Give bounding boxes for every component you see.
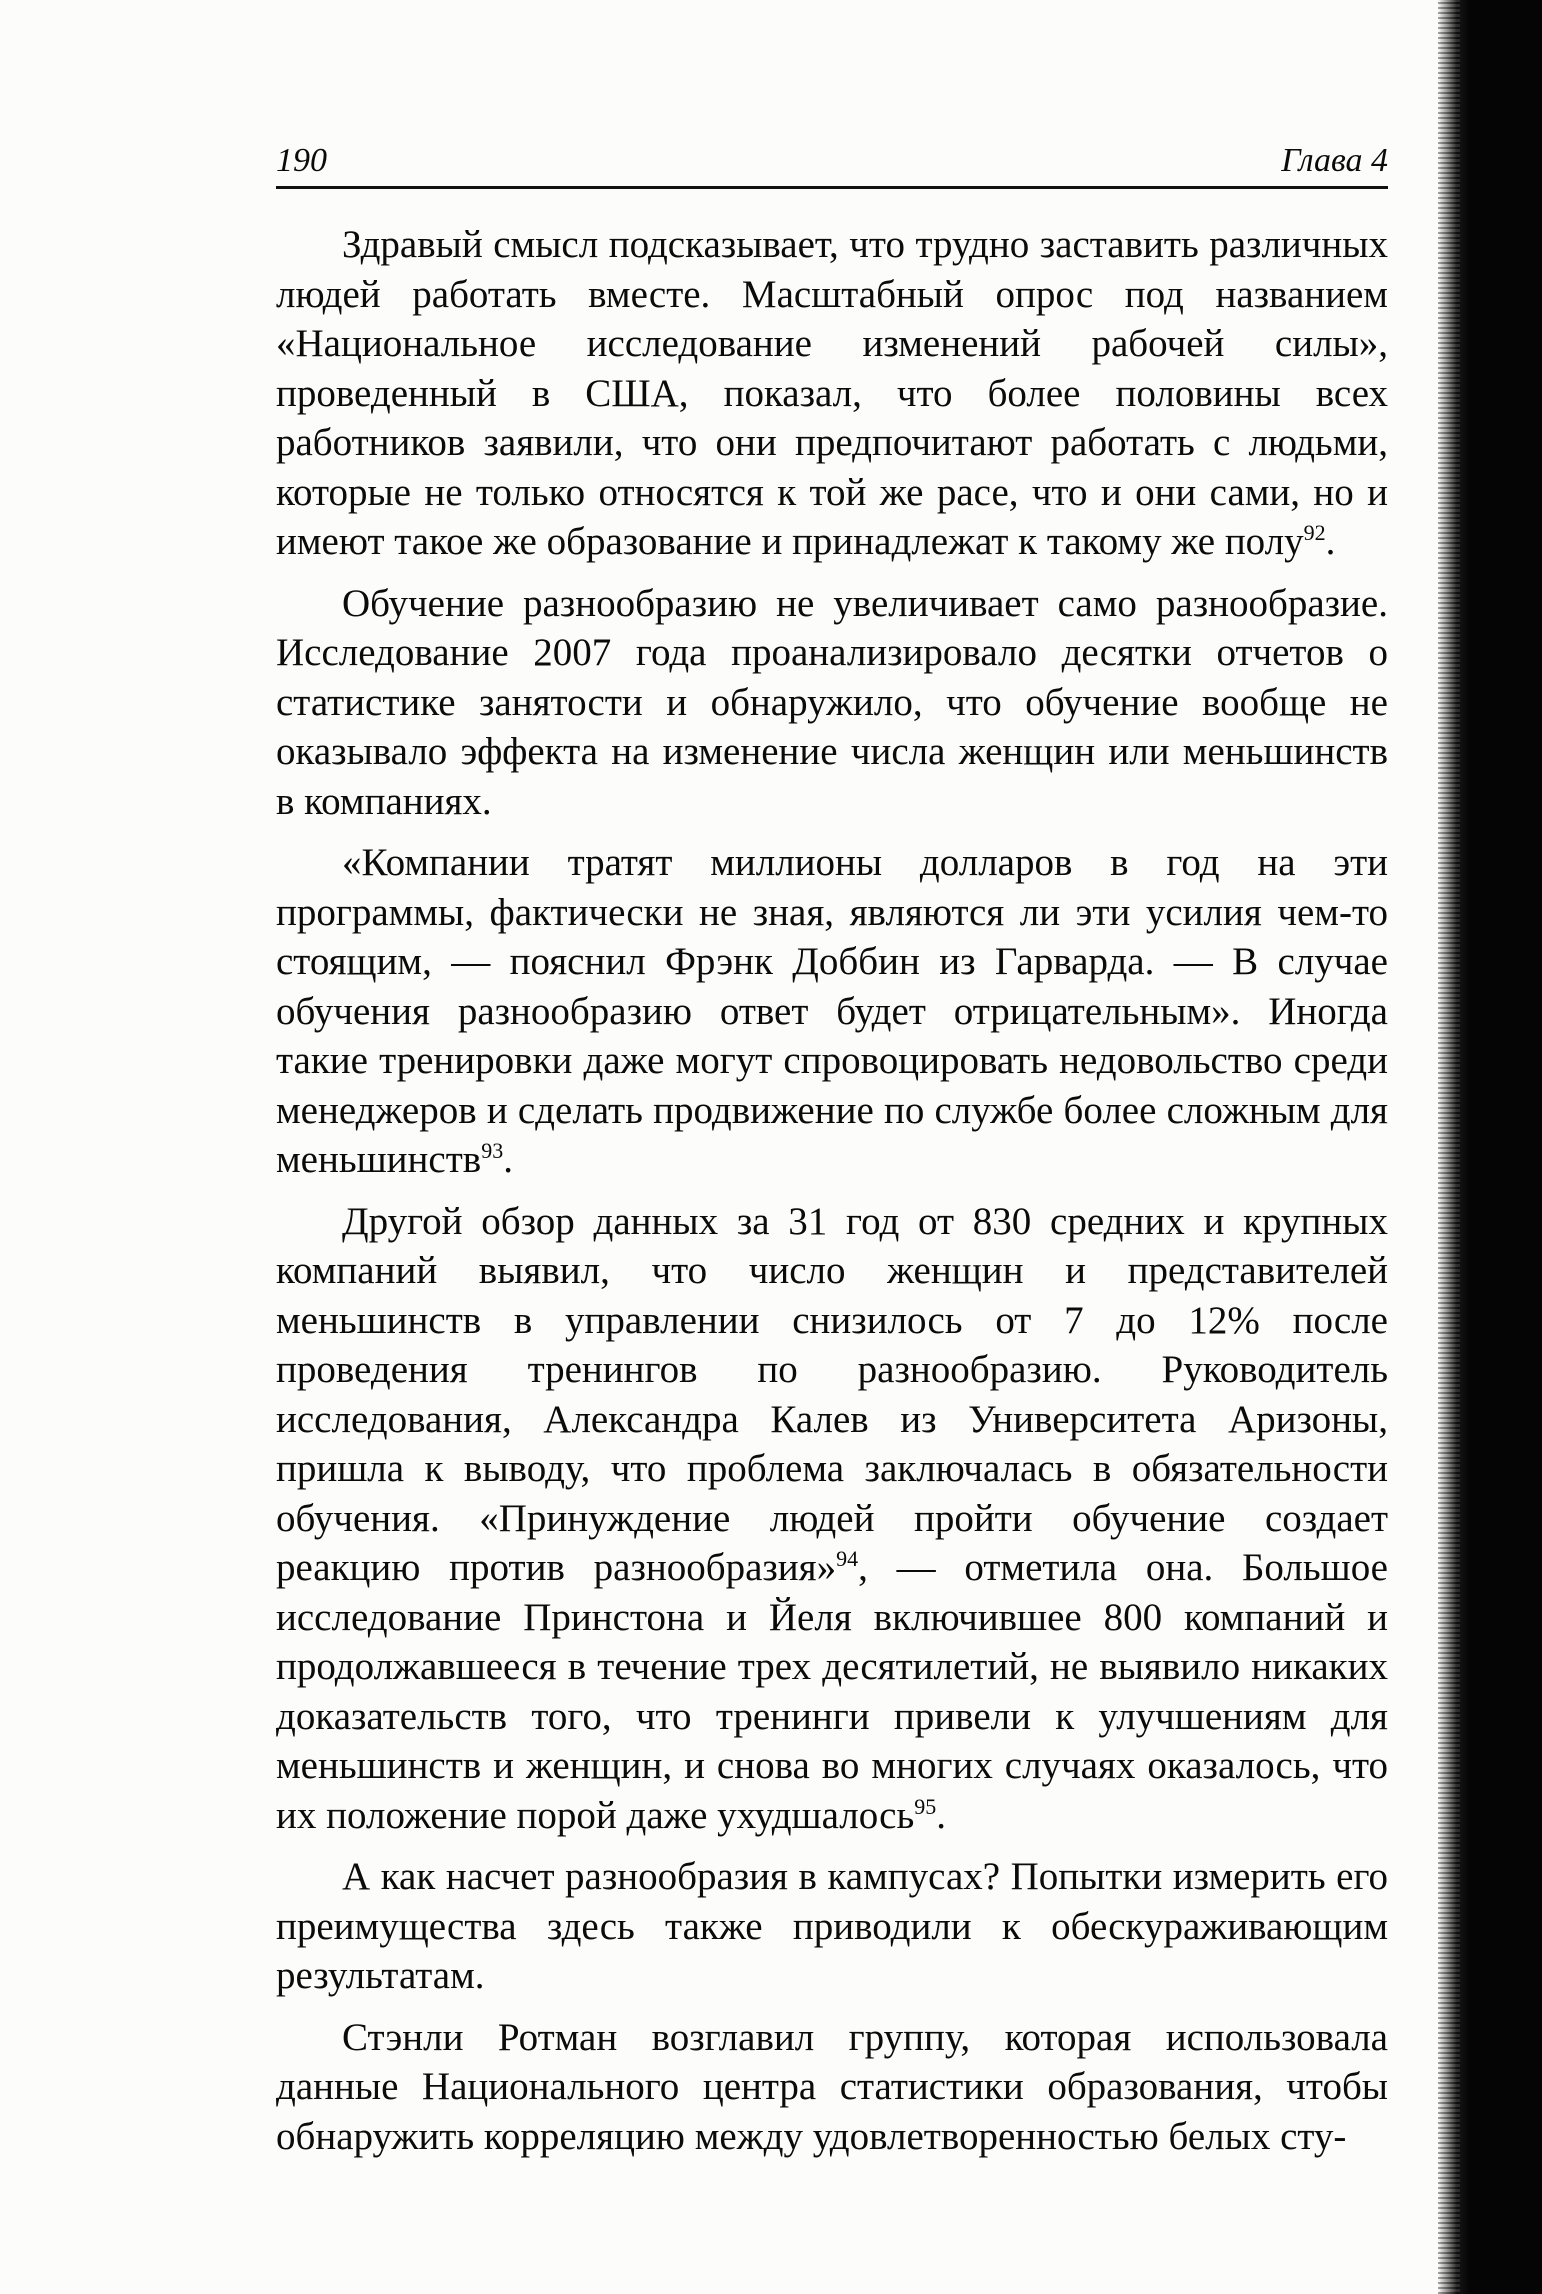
paragraph-6: Стэнли Ротман возглавил группу, которая использовала данные Национального центра статистики образования, чтобы обнаружить корреляцию между удовлетворенностью белых сту- [276, 2015, 1388, 2158]
body-text [276, 220, 1388, 2173]
paragraph-2: Обучение разнообразию не увеличивает само разнообразие. Исследование 2007 года проанализировало десятки отчетов о статистике занятости и обнаружило, что обучение вообще не оказывало эффекта на изменение числа женщин или меньшинств в компаниях. [276, 581, 1388, 823]
page-number: 190 [276, 142, 327, 179]
scan-shadow-edge [1438, 0, 1542, 2294]
chapter-title: Глава 4 [1281, 142, 1388, 179]
footnote-ref-94: 94 [836, 1546, 859, 1571]
header-rule [276, 186, 1388, 189]
running-header [276, 140, 1388, 182]
footnote-ref-95: 95 [914, 1793, 937, 1819]
paragraph-4: Другой обзор данных за 31 год от 830 средних и крупных компаний выявил, что число женщин и представителей меньшинств в управлении снизилось от 7 до 12% после проведения тренингов по разнообразию. Руководитель исследования, Александра Калев из Университета Аризоны, пришла к выводу, что проблема заключалась в обязательности обучения. «Принуждение людей пройти обучение создает реакцию против разнообразия»$^{94}$, — отметила она. Большое исследование Принстона и Йеля включившее 800 компаний и продолжавшееся в течение трех десятилетий, не выявило никаких доказательств того, что тренинги привели к улучшениям для меньшинств и женщин, и снова во многих случаях оказалось, что их положение порой даже ухудшалось$^{95}$. [276, 1199, 1388, 1837]
paragraph-3: «Компании тратят миллионы долларов в год на эти программы, фактически не зная, являются ли эти усилия чем-то стоящим, — пояснил Фрэнк Доббин из Гарварда. — В случае обучения разнообразию ответ будет отрицательным». Иногда такие тренировки даже могут спровоцировать недовольство среди менеджеров и сделать продвижение по службе более сложным для меньшинств$^{93}$. [276, 841, 1388, 1181]
footnote-ref-93: 93 [481, 1138, 504, 1163]
footnote-ref-92: 92 [1303, 520, 1326, 545]
paragraph-1: Здравый смысл подсказывает, что трудно заставить различных людей работать вместе. Масштабный опрос под названием «Национальное исследование изменений рабочей силы», проведенный в США, показал, что более половины всех работников заявили, что они предпочитают работать с людьми, которые не только относятся к той же расе, что и они сами, но и имеют такое же образование и принадлежат к такому же полу$^{92}$. [276, 223, 1388, 563]
paragraph-5: А как насчет разнообразия в кампусах? Попытки измерить его преимущества здесь также приводили к обескураживающим результатам. [276, 1855, 1388, 1997]
